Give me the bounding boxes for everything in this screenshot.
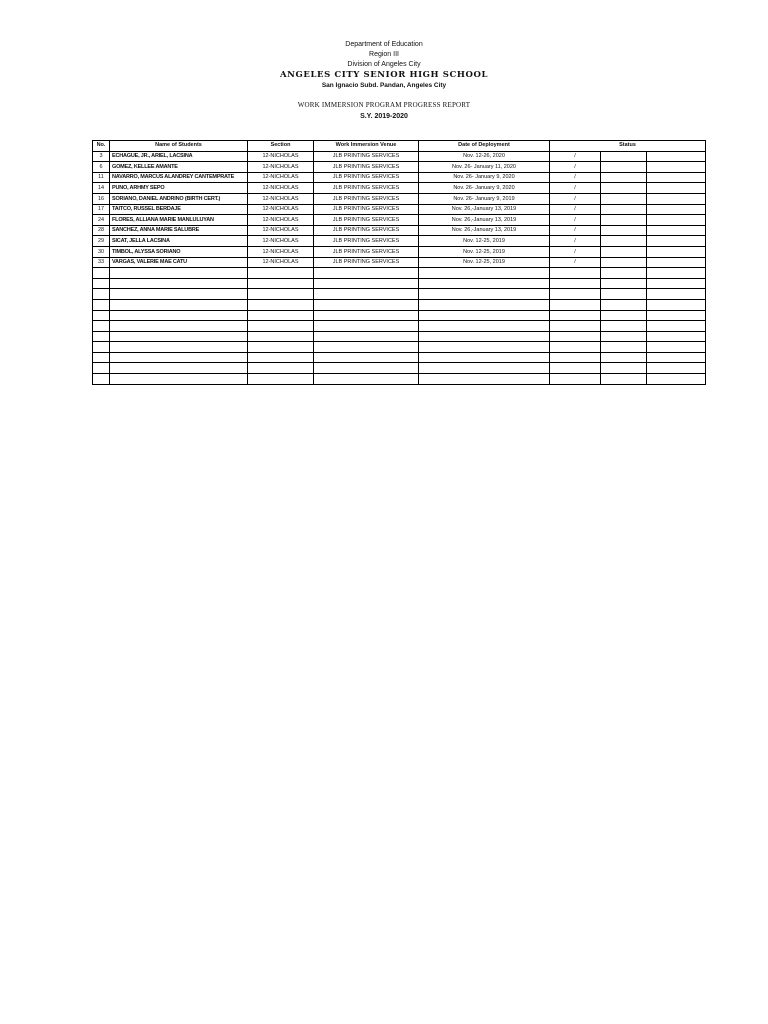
empty-table-row — [93, 268, 706, 279]
empty-cell — [110, 310, 248, 321]
cell-section: 12-NICHOLAS — [248, 204, 314, 215]
empty-cell — [550, 268, 601, 279]
cell-date: Nov. 26- January 11, 2020 — [419, 162, 550, 173]
cell-no: 28 — [93, 225, 110, 236]
empty-cell — [601, 352, 647, 363]
empty-cell — [647, 363, 706, 374]
empty-cell — [248, 352, 314, 363]
empty-cell — [110, 278, 248, 289]
empty-table-row — [93, 352, 706, 363]
cell-no: 33 — [93, 257, 110, 268]
empty-cell — [647, 289, 706, 300]
empty-cell — [248, 331, 314, 342]
cell-status-extra — [647, 225, 706, 236]
empty-cell — [248, 289, 314, 300]
cell-section: 12-NICHOLAS — [248, 172, 314, 183]
cell-date: Nov. 26,-January 13, 2019 — [419, 225, 550, 236]
empty-cell — [647, 331, 706, 342]
empty-table-row — [93, 363, 706, 374]
empty-cell — [248, 342, 314, 353]
school-year: S.Y. 2019-2020 — [360, 113, 408, 120]
cell-status: / — [550, 257, 601, 268]
cell-section: 12-NICHOLAS — [248, 257, 314, 268]
empty-cell — [110, 321, 248, 332]
empty-cell — [314, 342, 419, 353]
cell-name: TIMBOL, ALYSSA SORIANO — [110, 246, 248, 257]
cell-status-extra — [647, 246, 706, 257]
column-header-section: Section — [248, 141, 314, 152]
cell-name: ECHAGUE, JR., ARIEL, LACSINA — [110, 151, 248, 162]
empty-cell — [248, 278, 314, 289]
cell-date: Nov. 12-25, 2019 — [419, 257, 550, 268]
cell-name: SICAT, JELLA LACSINA — [110, 236, 248, 247]
empty-table-row — [93, 289, 706, 300]
column-header-venue: Work Immersion Venue — [314, 141, 419, 152]
empty-cell — [314, 278, 419, 289]
cell-venue: JLB PRINTING SERVICES — [314, 172, 419, 183]
empty-cell — [248, 310, 314, 321]
cell-date: Nov. 26- January 9, 2019 — [419, 193, 550, 204]
cell-name: PUNO, ARHMY SEPO — [110, 183, 248, 194]
cell-status: / — [550, 162, 601, 173]
empty-cell — [550, 331, 601, 342]
department-line: Department of Education — [345, 41, 423, 48]
empty-table-row — [93, 278, 706, 289]
empty-cell — [550, 321, 601, 332]
empty-cell — [110, 289, 248, 300]
empty-cell — [601, 342, 647, 353]
cell-venue: JLB PRINTING SERVICES — [314, 162, 419, 173]
cell-date: Nov. 12-25, 2019 — [419, 246, 550, 257]
cell-status-extra — [601, 172, 647, 183]
empty-cell — [93, 331, 110, 342]
cell-section: 12-NICHOLAS — [248, 225, 314, 236]
empty-cell — [550, 352, 601, 363]
cell-date: Nov. 26,-January 13, 2019 — [419, 204, 550, 215]
cell-status-extra — [647, 204, 706, 215]
cell-section: 12-NICHOLAS — [248, 215, 314, 226]
empty-cell — [419, 342, 550, 353]
cell-status-extra — [601, 236, 647, 247]
empty-cell — [248, 299, 314, 310]
cell-section: 12-NICHOLAS — [248, 162, 314, 173]
region-line: Region III — [369, 51, 399, 58]
empty-cell — [601, 278, 647, 289]
cell-name: VARGAS, VALERIE MAE CATU — [110, 257, 248, 268]
empty-cell — [419, 289, 550, 300]
empty-cell — [110, 374, 248, 385]
empty-cell — [601, 363, 647, 374]
table-row — [93, 183, 706, 194]
cell-status-extra — [601, 204, 647, 215]
cell-status-extra — [601, 151, 647, 162]
cell-status-extra — [647, 193, 706, 204]
table-row — [93, 246, 706, 257]
cell-no: 30 — [93, 246, 110, 257]
cell-status: / — [550, 172, 601, 183]
cell-status-extra — [647, 257, 706, 268]
empty-cell — [647, 310, 706, 321]
cell-venue: JLB PRINTING SERVICES — [314, 193, 419, 204]
cell-no: 14 — [93, 183, 110, 194]
empty-cell — [419, 310, 550, 321]
empty-cell — [419, 363, 550, 374]
cell-status: / — [550, 204, 601, 215]
cell-status-extra — [601, 162, 647, 173]
cell-name: TAITCO, RUSSEL BERDAJE — [110, 204, 248, 215]
empty-cell — [550, 363, 601, 374]
cell-venue: JLB PRINTING SERVICES — [314, 225, 419, 236]
table-body — [93, 151, 706, 384]
cell-status-extra — [601, 225, 647, 236]
empty-cell — [647, 278, 706, 289]
cell-name: GOMEZ, KELLEE AMANTE — [110, 162, 248, 173]
cell-status: / — [550, 151, 601, 162]
empty-cell — [419, 268, 550, 279]
empty-cell — [601, 268, 647, 279]
cell-status-extra — [647, 151, 706, 162]
cell-no: 11 — [93, 172, 110, 183]
cell-no: 3 — [93, 151, 110, 162]
division-line: Division of Angeles City — [347, 61, 421, 68]
cell-status-extra — [601, 183, 647, 194]
table-row — [93, 215, 706, 226]
cell-date: Nov. 26,-January 13, 2019 — [419, 215, 550, 226]
cell-status: / — [550, 215, 601, 226]
empty-cell — [647, 342, 706, 353]
cell-status-extra — [647, 215, 706, 226]
cell-status: / — [550, 225, 601, 236]
empty-table-row — [93, 374, 706, 385]
cell-date: Nov. 12-26, 2020 — [419, 151, 550, 162]
cell-section: 12-NICHOLAS — [248, 193, 314, 204]
empty-cell — [419, 331, 550, 342]
empty-cell — [248, 374, 314, 385]
cell-venue: JLB PRINTING SERVICES — [314, 257, 419, 268]
empty-cell — [110, 352, 248, 363]
empty-cell — [93, 342, 110, 353]
empty-cell — [93, 374, 110, 385]
empty-cell — [647, 352, 706, 363]
empty-cell — [248, 268, 314, 279]
table-row — [93, 193, 706, 204]
empty-cell — [419, 321, 550, 332]
report-title: WORK IMMERSION PROGRAM PROGRESS REPORT — [297, 101, 471, 109]
cell-section: 12-NICHOLAS — [248, 151, 314, 162]
empty-cell — [93, 310, 110, 321]
cell-date: Nov. 26- January 9, 2020 — [419, 172, 550, 183]
empty-cell — [314, 299, 419, 310]
empty-cell — [550, 299, 601, 310]
empty-cell — [419, 278, 550, 289]
empty-cell — [601, 331, 647, 342]
empty-cell — [601, 374, 647, 385]
cell-status: / — [550, 236, 601, 247]
column-header-date: Date of Deployment — [419, 141, 550, 152]
empty-cell — [314, 268, 419, 279]
cell-status-extra — [647, 172, 706, 183]
empty-cell — [419, 374, 550, 385]
empty-cell — [93, 278, 110, 289]
cell-no: 17 — [93, 204, 110, 215]
table-row — [93, 225, 706, 236]
cell-status-extra — [647, 236, 706, 247]
table-row — [93, 236, 706, 247]
table-row — [93, 151, 706, 162]
column-header-name: Name of Students — [110, 141, 248, 152]
empty-cell — [419, 299, 550, 310]
progress-report-table — [92, 140, 706, 385]
cell-status: / — [550, 183, 601, 194]
empty-cell — [248, 321, 314, 332]
empty-cell — [110, 268, 248, 279]
empty-cell — [314, 352, 419, 363]
empty-cell — [110, 363, 248, 374]
empty-table-row — [93, 331, 706, 342]
cell-section: 12-NICHOLAS — [248, 246, 314, 257]
cell-name: SANCHEZ, ANNA MARIE SALUBRE — [110, 225, 248, 236]
empty-cell — [550, 310, 601, 321]
cell-no: 29 — [93, 236, 110, 247]
empty-cell — [314, 289, 419, 300]
column-header-status: Status — [550, 141, 706, 152]
cell-section: 12-NICHOLAS — [248, 236, 314, 247]
cell-date: Nov. 26- January 9, 2020 — [419, 183, 550, 194]
table-row — [93, 204, 706, 215]
empty-cell — [647, 321, 706, 332]
empty-table-row — [93, 342, 706, 353]
empty-cell — [314, 363, 419, 374]
empty-cell — [550, 342, 601, 353]
table-row — [93, 257, 706, 268]
school-name: ANGELES CITY SENIOR HIGH SCHOOL — [279, 70, 489, 80]
empty-cell — [93, 363, 110, 374]
school-address: San Ignacio Subd. Pandan, Angeles City — [321, 82, 447, 89]
cell-status: / — [550, 246, 601, 257]
empty-cell — [601, 310, 647, 321]
empty-cell — [601, 321, 647, 332]
report-header — [0, 40, 768, 122]
cell-no: 16 — [93, 193, 110, 204]
table-header-row — [93, 141, 706, 152]
empty-cell — [248, 363, 314, 374]
empty-cell — [314, 374, 419, 385]
empty-cell — [550, 374, 601, 385]
empty-cell — [93, 352, 110, 363]
empty-cell — [647, 374, 706, 385]
cell-section: 12-NICHOLAS — [248, 183, 314, 194]
cell-name: NAVARRO, MARCUS ALANDREY CANTEMPRATE — [110, 172, 248, 183]
cell-no: 6 — [93, 162, 110, 173]
empty-cell — [601, 289, 647, 300]
cell-status: / — [550, 193, 601, 204]
empty-cell — [110, 331, 248, 342]
empty-cell — [314, 331, 419, 342]
cell-name: FLORES, ALLIANA MARIE MANLULUYAN — [110, 215, 248, 226]
cell-status-extra — [647, 162, 706, 173]
empty-cell — [110, 299, 248, 310]
empty-table-row — [93, 310, 706, 321]
empty-cell — [550, 289, 601, 300]
empty-cell — [110, 342, 248, 353]
empty-cell — [93, 289, 110, 300]
empty-cell — [601, 299, 647, 310]
cell-venue: JLB PRINTING SERVICES — [314, 183, 419, 194]
table-row — [93, 162, 706, 173]
cell-status-extra — [601, 246, 647, 257]
empty-cell — [93, 268, 110, 279]
empty-cell — [550, 278, 601, 289]
empty-cell — [419, 352, 550, 363]
empty-table-row — [93, 299, 706, 310]
cell-venue: JLB PRINTING SERVICES — [314, 204, 419, 215]
empty-cell — [93, 321, 110, 332]
cell-name: SORIANO, DANIEL ANDRINO (BIRTH CERT.) — [110, 193, 248, 204]
empty-cell — [647, 299, 706, 310]
empty-cell — [314, 321, 419, 332]
cell-status-extra — [601, 215, 647, 226]
cell-venue: JLB PRINTING SERVICES — [314, 215, 419, 226]
cell-status-extra — [601, 193, 647, 204]
empty-cell — [93, 299, 110, 310]
cell-date: Nov. 12-25, 2019 — [419, 236, 550, 247]
cell-status-extra — [601, 257, 647, 268]
cell-venue: JLB PRINTING SERVICES — [314, 246, 419, 257]
cell-status-extra — [647, 183, 706, 194]
empty-cell — [647, 268, 706, 279]
empty-table-row — [93, 321, 706, 332]
cell-venue: JLB PRINTING SERVICES — [314, 236, 419, 247]
table-row — [93, 172, 706, 183]
cell-venue: JLB PRINTING SERVICES — [314, 151, 419, 162]
empty-cell — [314, 310, 419, 321]
column-header-no: No. — [93, 141, 110, 152]
cell-no: 24 — [93, 215, 110, 226]
